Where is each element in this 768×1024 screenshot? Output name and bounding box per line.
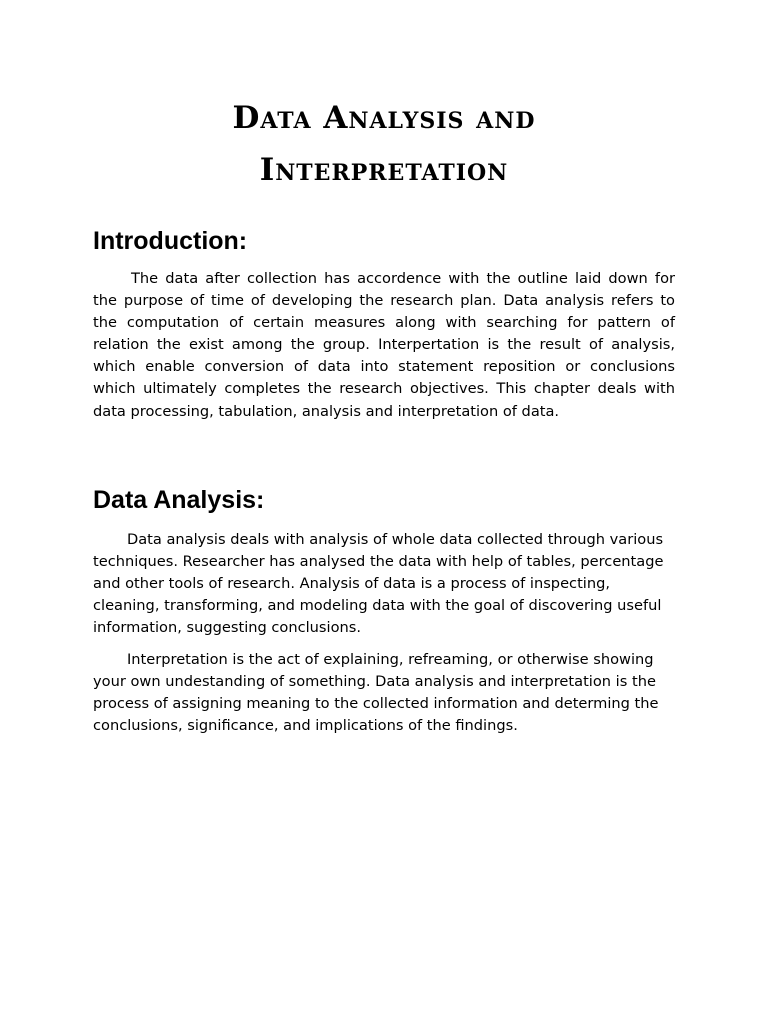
page-title-line-2: Interpretation — [259, 152, 509, 188]
data-analysis-paragraph-2: Interpretation is the act of explaining, refreaming, or otherwise showing your own undestanding of something. Data analysis and interpretation is the process of assigning meaning to the collected information and determing the conclusions, significance, and implications of the findings. — [93, 651, 659, 735]
section-heading-data-analysis: Data Analysis: — [93, 486, 265, 514]
data-analysis-paragraph-1: Data analysis deals with analysis of whole data collected through various techniques. Researcher has analysed the data with help of tables, percentage and other tools of research. Analysis of data is a process of inspecting, cleaning, transforming, and modeling data with the goal of discovering useful information, suggesting conclusions. — [93, 531, 664, 637]
page-title — [0, 92, 768, 196]
page-title-line-1: Data Analysis and — [232, 100, 536, 136]
section-heading-introduction: Introduction: — [93, 227, 248, 255]
introduction-paragraph: The data after collection has accordence with the outline laid down for the purpose of time of developing the research plan. Data analysis refers to the computation of certain measures along with searching for pattern of relation the exist among the group. Interpertation is the result of analysis, which enable conversion of data into statement reposition or conclusions which ultimately completes the research objectives. This chapter deals with data processing, tabulation, analysis and interpretation of data. — [93, 270, 675, 420]
